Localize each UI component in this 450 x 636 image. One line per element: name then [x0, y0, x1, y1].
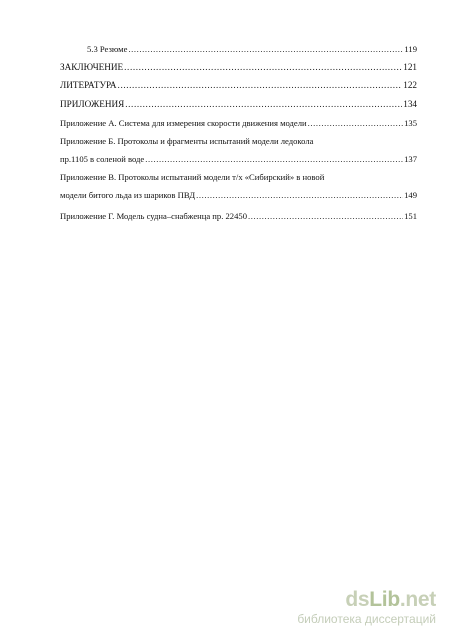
dslib-tagline: библиотека диссертаций	[297, 612, 436, 626]
toc-leader-dots	[196, 190, 403, 200]
toc-entry-label: модели битого льда из шариков ПВД	[60, 190, 196, 200]
toc-entry-literature	[60, 76, 417, 90]
toc-entry-page: 119	[404, 44, 417, 54]
dslib-logo: dsLib.net	[345, 588, 436, 611]
toc-entry-page: 151	[404, 211, 417, 221]
toc-leader-dots	[128, 44, 403, 54]
toc-entry-page: 122	[403, 80, 417, 90]
toc-entry-label: ПРИЛОЖЕНИЯ	[60, 99, 125, 109]
toc-leader-dots	[125, 99, 402, 109]
toc-entry-page: 149	[404, 190, 417, 200]
toc-leader-dots	[145, 154, 403, 164]
dslib-watermark	[246, 588, 436, 630]
toc-leader-dots	[124, 62, 402, 72]
toc-entry-page: 137	[404, 154, 417, 164]
toc-entry-page: 134	[403, 99, 417, 109]
toc-entry-label: ЛИТЕРАТУРА	[60, 80, 117, 90]
toc-leader-dots	[248, 211, 403, 221]
toc-entry-page: 135	[404, 118, 417, 128]
toc-leader-dots	[308, 118, 403, 128]
toc-entry-page: 121	[403, 62, 417, 72]
toc-entry-appendix-b	[60, 150, 417, 164]
toc-entry-label: 5.3 Резюме	[87, 44, 128, 54]
toc-entry-appendix-b-first-line: Приложение Б. Протоколы и фрагменты испытаний модели ледокола	[60, 136, 314, 146]
toc-entry-label: ЗАКЛЮЧЕНИЕ	[60, 62, 124, 72]
toc-entry-label: Приложение Г. Модель судна–снабженца пр. 22450	[60, 211, 247, 221]
toc-entry-appendix-v	[60, 186, 417, 200]
toc-entry-conclusion	[60, 58, 417, 72]
toc-entry-appendix-a	[60, 114, 417, 128]
toc-entry-label: пр.1105 в соленой воде	[60, 154, 145, 164]
toc-entry-label: Приложение А. Система для измерения скорости движения модели	[60, 118, 307, 128]
toc-entry-appendix-g	[60, 207, 417, 221]
toc-leader-dots	[118, 80, 403, 90]
toc-entry-appendices	[60, 95, 417, 109]
toc-entry-summary-5-3	[87, 40, 417, 54]
toc-entry-appendix-v-first-line: Приложение В. Протоколы испытаний модели т/х «Сибирский» в новой	[60, 172, 325, 182]
